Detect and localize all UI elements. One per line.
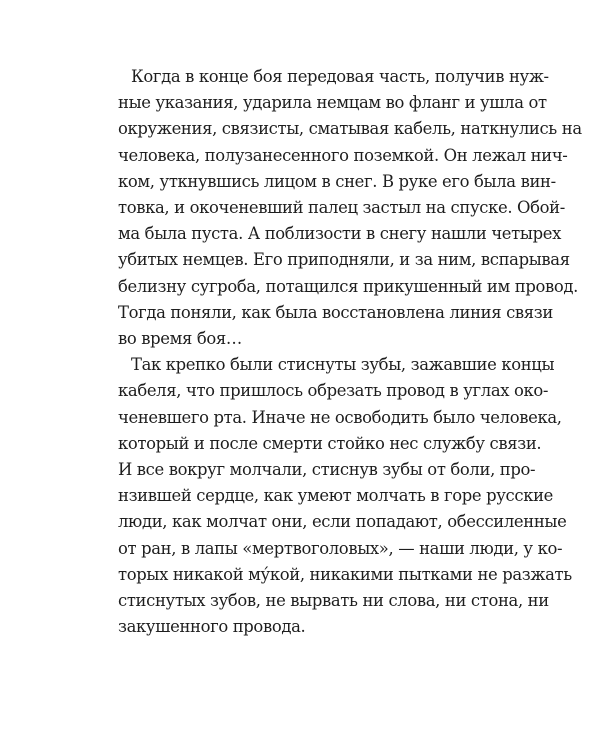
text-line: ком, уткнувшись лицом в снег. В руке его была вин- (118, 171, 556, 191)
text-line: окружения, связисты, сматывая кабель, наткнулись на (118, 119, 582, 139)
text-line: человека, полузанесенного поземкой. Он лежал нич- (118, 145, 568, 165)
text-line: Тогда поняли, как была восстановлена линия связи (118, 302, 553, 322)
text-line: торых никакой му́кой, никакими пытками не разжать (118, 564, 572, 584)
text-line: товка, и окоченевший палец застыл на спуске. Обой- (118, 198, 565, 218)
text-line: стиснутых зубов, не вырвать ни слова, ни стона, ни (118, 591, 549, 611)
text-line: ма была пуста. А поблизости в снегу нашли четырех (118, 224, 561, 244)
text-line: Так крепко были стиснуты зубы, зажавшие концы (131, 355, 555, 375)
text-line: ченевшего рта. Иначе не освободить было человека, (118, 407, 562, 427)
paragraph-1 (118, 64, 582, 352)
text-line: убитых немцев. Его приподняли, и за ним, вспарывая (118, 250, 570, 270)
text-line: люди, как молчат они, если попадают, обессиленные (118, 512, 567, 532)
text-body (118, 64, 582, 640)
text-line: кабеля, что пришлось обрезать провод в углах око- (118, 381, 549, 401)
text-line: ные указания, ударила немцам во фланг и ушла от (118, 93, 547, 113)
text-line: во время боя… (118, 329, 242, 349)
text-line: Когда в конце боя передовая часть, получив нуж- (131, 67, 549, 86)
text-line: который и после смерти стойко нес службу связи. (118, 433, 542, 453)
text-line: от ран, в лапы «мертвоголовых», — наши люди, у ко- (118, 538, 563, 558)
text-line: закушенного провода. (118, 617, 306, 637)
text-line: И все вокруг молчали, стиснув зубы от боли, про- (118, 460, 536, 480)
text-line: белизну сугроба, потащился прикушенный им провод. (118, 276, 579, 296)
text-line: нзившей сердце, как умеют молчать в горе русские (118, 486, 554, 506)
paragraph-2 (118, 352, 572, 640)
